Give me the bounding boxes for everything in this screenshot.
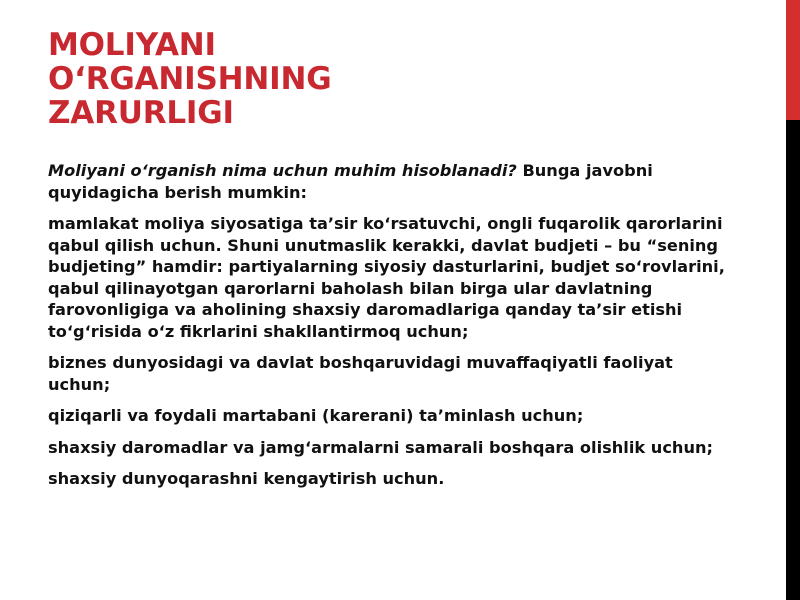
- slide-body: [48, 160, 738, 500]
- list-item-2: biznes dunyosidagi va davlat boshqaruvidagi muvaffaqiyatli faoliyat uchun;: [48, 353, 673, 394]
- intro-answer: Bunga javobni quyidagicha berish mumkin:: [48, 161, 653, 202]
- title-line-2: O‘RGANISHNING: [48, 61, 332, 97]
- slide-title: [48, 28, 748, 130]
- list-item-1: mamlakat moliya siyosatiga ta’sir ko‘rsatuvchi, ongli fuqarolik qarorlarini qabul qilish uchun. Shuni unutmaslik kerakki, davlat budjeti – bu “sening budjeting” hamdir: partiyalarning siyosiy dasturlarini, budjet so‘rovlarini, qabul qilinayotgan qarorlarni baholash bilan birga ular davlatning farovonligiga va aholining shaxsiy daromadlariga qanday ta’sir etishi to‘g‘risida o‘z fikrlarini shakllantirmoq uchun;: [48, 214, 725, 341]
- list-item-5: shaxsiy dunyoqarashni kengaytirish uchun.: [48, 469, 445, 488]
- list-item-4: shaxsiy daromadlar va jamg‘armalarni samarali boshqara olishlik uchun;: [48, 437, 713, 457]
- intro-question: Moliyani o‘rganish nima uchun muhim hisoblanadi?: [48, 161, 517, 180]
- accent-bar-black: [786, 120, 800, 600]
- accent-bar-red: [786, 0, 800, 120]
- intro-paragraph: [48, 160, 738, 203]
- title-line-1: MOLIYANI: [48, 27, 216, 63]
- list-item-3: qiziqarli va foydali martabani (karerani) ta’minlash uchun;: [48, 406, 584, 425]
- title-line-3: ZARURLIGI: [48, 95, 234, 131]
